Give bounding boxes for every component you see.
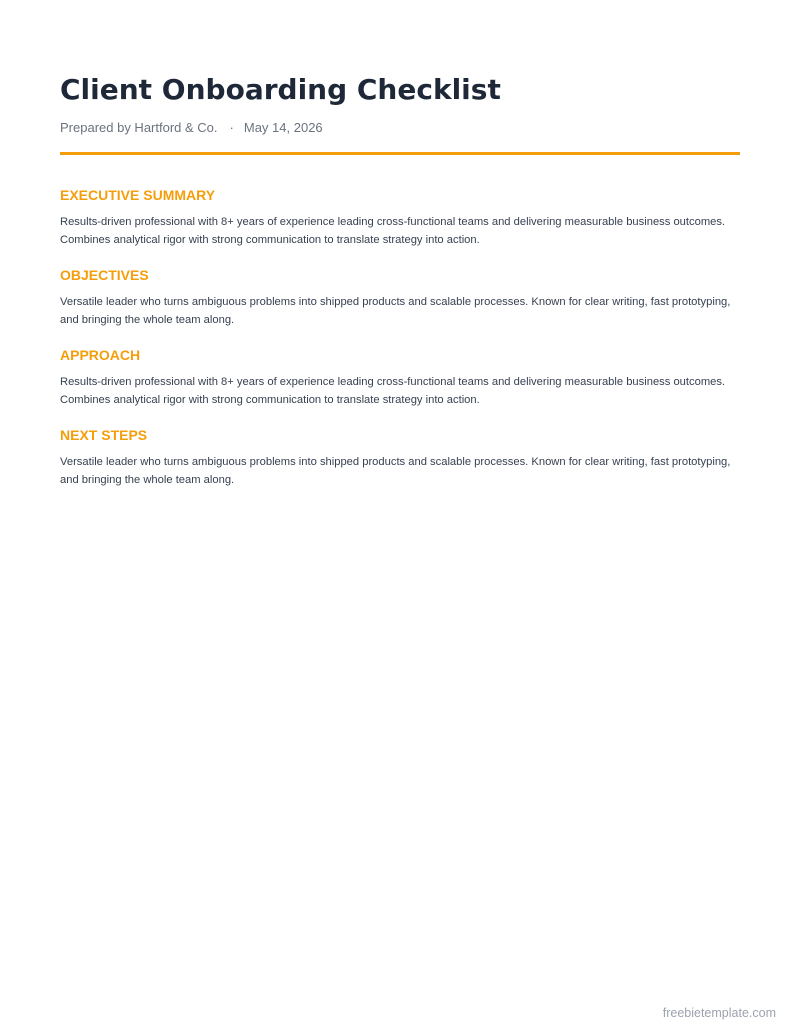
section-body: Versatile leader who turns ambiguous problems into shipped products and scalable processes. Known for clear writing, fast prototyping, and bringing the whole team along.	[60, 456, 731, 486]
document-date: May 14, 2026	[243, 120, 323, 135]
section-approach	[60, 346, 740, 409]
document-title: Client Onboarding Checklist	[60, 73, 501, 106]
section-executive-summary	[60, 186, 740, 249]
section-next-steps	[60, 426, 740, 489]
section-body: Versatile leader who turns ambiguous problems into shipped products and scalable processes. Known for clear writing, fast prototyping, and bringing the whole team along.	[60, 296, 731, 326]
meta-separator: ·	[229, 120, 234, 135]
document-meta	[60, 120, 323, 136]
section-heading: APPROACH	[60, 347, 141, 363]
section-body: Results-driven professional with 8+ years of experience leading cross-functional teams and delivering measurable business outcomes. Combines analytical rigor with strong communication to translate strategy into action.	[60, 216, 726, 246]
section-heading: OBJECTIVES	[60, 267, 149, 283]
section-body: Results-driven professional with 8+ years of experience leading cross-functional teams and delivering measurable business outcomes. Combines analytical rigor with strong communication to translate strategy into action.	[60, 376, 726, 406]
header-divider	[60, 152, 740, 155]
section-objectives	[60, 266, 740, 329]
section-heading: EXECUTIVE SUMMARY	[60, 187, 216, 203]
section-heading: NEXT STEPS	[60, 427, 148, 443]
footer-website-link[interactable]: freebietemplate.com	[662, 1006, 776, 1020]
prepared-by: Prepared by Hartford & Co.	[60, 120, 218, 135]
